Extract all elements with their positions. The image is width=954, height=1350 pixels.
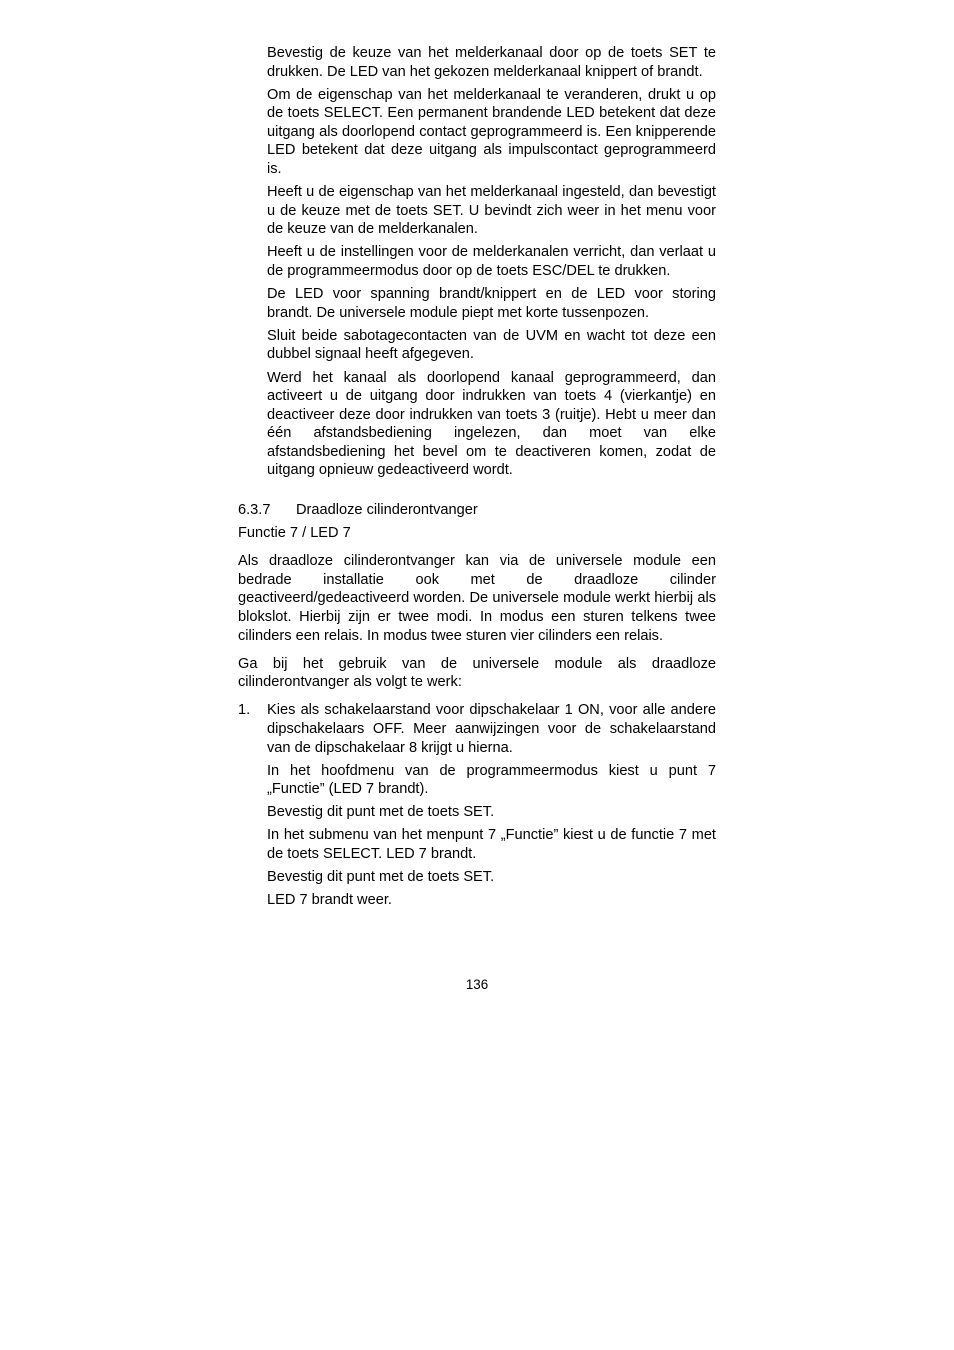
section-title: Draadloze cilinderontvanger bbox=[296, 502, 478, 519]
intro-paragraph: Ga bij het gebruik van de universele module als draadloze cilinderontvanger als volgt te werk: bbox=[238, 655, 716, 691]
paragraph: In het submenu van het menpunt 7 „Functie” kiest u de functie 7 met de toets SELECT. LED 7 brandt. bbox=[267, 827, 716, 863]
paragraph: Werd het kanaal als doorlopend kanaal geprogrammeerd, dan activeert u de uitgang door indrukken van toets 4 (vierkantje) en deactiveer deze door indrukken van toets 3 (ruitje). Hebt u meer dan één afstandsbediening ingelezen, dan moet van elke afstandsbediening het bevel om te deactiveren komen, zodat de uitgang opnieuw gedeactiveerd wordt. bbox=[267, 369, 716, 479]
paragraph: In het hoofdmenu van de programmeermodus kiest u punt 7 „Functie” (LED 7 brandt). bbox=[267, 762, 716, 798]
paragraph: De LED voor spanning brandt/knippert en de LED voor storing brandt. De universele module piept met korte tussenpozen. bbox=[267, 286, 716, 321]
paragraph: Bevestig dit punt met de toets SET. bbox=[267, 804, 495, 821]
paragraph: Heeft u de eigenschap van het melderkanaal ingesteld, dan bevestigt u de keuze met de toets SET. U bevindt zich weer in het menu voor de keuze van de melderkanalen. bbox=[267, 184, 716, 238]
paragraph: LED 7 brandt weer. bbox=[267, 892, 392, 909]
list-item bbox=[238, 701, 716, 757]
intro-paragraph: Als draadloze cilinderontvanger kan via de universele module een bedrade installatie ook met de draadloze cilinder geactiveerd/gedeactiveerd worden. De universele module werkt hierbij als blokslot. Hierbij zijn er twee modi. In modus een sturen telkens twee cilinders een relais. In modus twee sturen vier cilinders een relais. bbox=[238, 553, 716, 644]
paragraph: Bevestig dit punt met de toets SET. bbox=[267, 869, 495, 886]
list-item-text: Kies als schakelaarstand voor dipschakelaar 1 ON, voor alle andere dipschakelaars OFF. Meer aanwijzingen voor de schakelaarstand van de dipschakelaar 8 krijgt u hierna. bbox=[267, 702, 716, 756]
page-number: 136 bbox=[465, 977, 489, 992]
list-marker: 1. bbox=[238, 702, 251, 719]
paragraph: Sluit beide sabotagecontacten van de UVM en wacht tot deze een dubbel signaal heeft afgegeven. bbox=[267, 327, 716, 363]
list-followups bbox=[267, 762, 716, 910]
section-heading bbox=[238, 501, 716, 520]
paragraph: Om de eigenschap van het melderkanaal te veranderen, drukt u op de toets SELECT. Een permanent brandende LED betekent dat deze uitgang als doorlopend contact geprogrammeerd is. Een knipperende LED betekent dat deze uitgang als impulscontact geprogrammeerd is. bbox=[267, 86, 716, 178]
continued-instructions bbox=[267, 44, 716, 480]
section-subtitle: Functie 7 / LED 7 bbox=[238, 525, 351, 542]
paragraph: Bevestig de keuze van het melderkanaal door op de toets SET te drukken. De LED van het gekozen melderkanaal knippert of brandt. bbox=[267, 45, 716, 80]
paragraph: Heeft u de instellingen voor de melderkanalen verricht, dan verlaat u de programmeermodus door op de toets ESC/DEL te drukken. bbox=[267, 244, 716, 280]
page-content bbox=[238, 44, 716, 914]
section-number: 6.3.7 bbox=[238, 502, 271, 519]
